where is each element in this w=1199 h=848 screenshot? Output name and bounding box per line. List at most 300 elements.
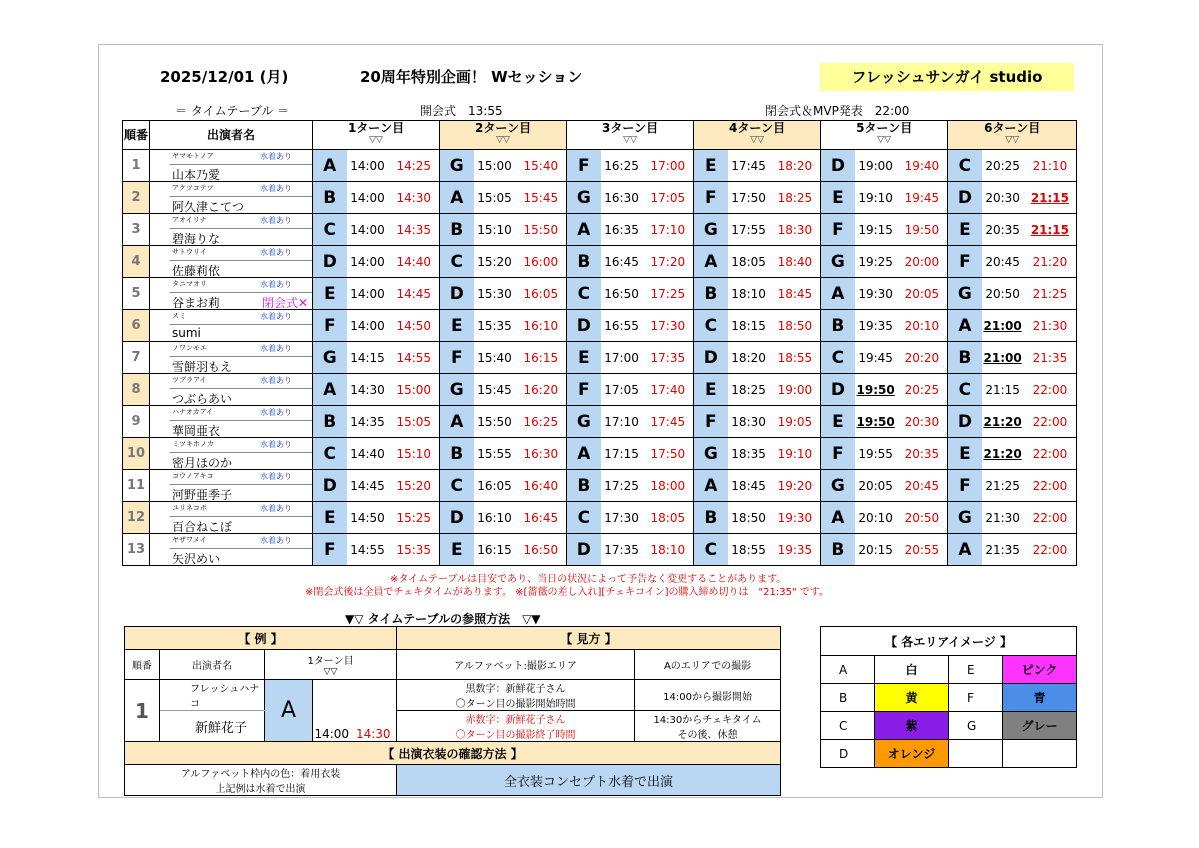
end-time-text: 19:35 — [777, 542, 813, 557]
timetable-header-row — [123, 121, 1077, 150]
table-row — [123, 278, 1077, 310]
area-letter: F — [948, 246, 982, 278]
end-time — [643, 374, 694, 406]
end-time — [1024, 438, 1077, 470]
area-swatch: 青 — [1003, 684, 1077, 712]
end-time — [389, 438, 440, 470]
start-time-text: 16:50 — [604, 286, 639, 301]
start-time — [601, 534, 643, 566]
performer-kana: ミツキホノカ — [172, 440, 214, 448]
area-letter: D — [440, 278, 474, 310]
end-time — [897, 214, 948, 246]
performer-name: 佐藤莉依 — [172, 264, 221, 278]
area-letter: D — [821, 374, 855, 406]
swimsuit-badge: 水着あり — [260, 280, 292, 289]
area-letter: B — [694, 502, 728, 534]
end-time — [643, 182, 694, 214]
end-time-text: 18:00 — [650, 478, 686, 493]
start-time — [601, 406, 643, 438]
area-letter: C — [313, 438, 347, 470]
area-letter: G — [821, 470, 855, 502]
area-letter: G — [948, 278, 982, 310]
end-time-text: 21:15 — [1030, 222, 1070, 237]
performer-cell — [150, 182, 313, 214]
end-time — [516, 182, 567, 214]
table-row — [123, 150, 1077, 182]
start-time-text: 19:30 — [858, 286, 893, 301]
row-number: 7 — [123, 342, 150, 374]
start-time-text: 16:25 — [604, 158, 639, 173]
swimsuit-badge: 水着あり — [260, 216, 292, 225]
performer-name: 谷まお莉 — [172, 296, 221, 310]
start-time — [855, 246, 897, 278]
end-time-text: 21:15 — [1030, 190, 1070, 205]
end-time — [897, 534, 948, 566]
performer-cell — [150, 310, 313, 342]
end-time-text: 21:25 — [1032, 286, 1068, 301]
end-time — [1024, 246, 1077, 278]
start-time — [855, 310, 897, 342]
ref-turn-header — [265, 650, 397, 680]
start-time-text: 16:30 — [604, 190, 639, 205]
example-header: 【 例 】 — [125, 627, 397, 650]
start-time-text: 17:45 — [731, 158, 766, 173]
start-time-text: 17:05 — [604, 382, 639, 397]
start-time — [728, 470, 770, 502]
performer-kana: ツブラアイ — [172, 376, 207, 384]
start-time — [728, 502, 770, 534]
end-time-text: 20:45 — [904, 478, 940, 493]
swimsuit-badge: 水着あり — [260, 440, 292, 449]
row-number: 8 — [123, 374, 150, 406]
start-time — [601, 438, 643, 470]
start-time — [474, 246, 516, 278]
area-letter: B — [440, 438, 474, 470]
area-empty — [1003, 740, 1077, 768]
start-time-text: 19:35 — [858, 318, 893, 333]
end-time — [643, 246, 694, 278]
note-line-1: ※タイムテーブルは目安であり、当日の状況によって予告なく変更することがあります。 — [390, 574, 787, 585]
start-time — [982, 502, 1024, 534]
area-letter: C — [821, 712, 875, 740]
row-number: 12 — [123, 502, 150, 534]
area-letter: G — [694, 438, 728, 470]
area-letter: E — [948, 438, 982, 470]
swimsuit-badge: 水着あり — [260, 152, 292, 161]
area-letter: D — [821, 150, 855, 182]
start-time — [601, 182, 643, 214]
start-time — [474, 470, 516, 502]
start-time — [982, 534, 1024, 566]
end-time — [1024, 374, 1077, 406]
area-swatch: グレー — [1003, 712, 1077, 740]
end-time — [389, 406, 440, 438]
area-letter: E — [313, 502, 347, 534]
start-time-text: 20:50 — [985, 286, 1020, 301]
name-divider — [170, 484, 312, 485]
start-time-text: 14:00 — [350, 318, 385, 333]
end-time — [770, 406, 821, 438]
end-time — [389, 214, 440, 246]
table-row — [123, 246, 1077, 278]
area-letter: E — [694, 374, 728, 406]
end-time-text: 20:20 — [904, 350, 940, 365]
area-letter: F — [313, 310, 347, 342]
end-time-text: 19:30 — [777, 510, 813, 525]
start-time-text: 19:10 — [858, 190, 893, 205]
start-time-text: 18:10 — [731, 286, 766, 301]
end-time — [516, 342, 567, 374]
end-time — [897, 374, 948, 406]
start-time-text: 19:15 — [858, 222, 893, 237]
start-time-text: 15:50 — [477, 414, 512, 429]
start-time — [855, 278, 897, 310]
ref-example-area: A — [265, 680, 313, 742]
start-time — [601, 150, 643, 182]
area-letter: B — [694, 278, 728, 310]
swimsuit-badge: 水着あり — [260, 472, 292, 481]
area-letter: C — [567, 278, 601, 310]
end-time — [770, 150, 821, 182]
red-example — [635, 711, 781, 742]
start-time — [982, 246, 1024, 278]
area-letter: F — [694, 182, 728, 214]
area-letter: G — [567, 182, 601, 214]
note-line-2: ※閉会式後は全員でチェキタイムがあります。 ※[薔薇の差し入れ][チェキコイン]の購入締め切りは "21:35" です。 — [305, 587, 829, 598]
start-time-text: 16:15 — [477, 542, 512, 557]
name-divider — [170, 260, 312, 261]
end-time-text: 18:30 — [777, 222, 813, 237]
area-swatch: 白 — [875, 656, 949, 684]
end-time-text: 16:15 — [523, 350, 559, 365]
area-letter: B — [567, 246, 601, 278]
col-order-header: 順番 — [123, 121, 150, 150]
start-time-text: 15:20 — [477, 254, 512, 269]
start-time — [728, 246, 770, 278]
area-letter: F — [949, 684, 1003, 712]
start-time-text: 16:35 — [604, 222, 639, 237]
end-time-text: 22:00 — [1032, 510, 1068, 525]
area-letter: C — [440, 246, 474, 278]
start-time — [982, 310, 1024, 342]
start-time-text: 19:25 — [858, 254, 893, 269]
area-letter: B — [313, 182, 347, 214]
start-time-text: 14:40 — [350, 446, 385, 461]
ref-example-kana: フレッシュハナコ — [160, 680, 265, 711]
end-time-text: 16:10 — [523, 318, 559, 333]
start-time-text: 18:05 — [731, 254, 766, 269]
end-time — [516, 310, 567, 342]
end-time — [897, 438, 948, 470]
area-letter: F — [567, 150, 601, 182]
end-time-text: 22:00 — [1032, 382, 1068, 397]
name-divider — [170, 228, 312, 229]
end-time — [897, 246, 948, 278]
start-time — [474, 182, 516, 214]
costume-desc-1: アルファベット枠内の色：着用衣装 — [180, 769, 341, 780]
end-time-text: 14:25 — [396, 158, 432, 173]
end-time-text: 17:45 — [650, 414, 686, 429]
start-time — [855, 214, 897, 246]
area-letter: A — [694, 470, 728, 502]
end-time-text: 14:55 — [396, 350, 432, 365]
end-time-text: 17:05 — [650, 190, 686, 205]
start-time-text: 20:25 — [985, 158, 1020, 173]
timetable-body — [123, 150, 1077, 566]
end-time — [643, 502, 694, 534]
end-time-text: 21:30 — [1032, 318, 1068, 333]
start-time-text: 14:55 — [350, 542, 385, 557]
start-time-text: 16:05 — [477, 478, 512, 493]
start-time — [982, 438, 1024, 470]
end-time — [389, 278, 440, 310]
table-row — [123, 214, 1077, 246]
area-swatch: 黄 — [875, 684, 949, 712]
start-time — [601, 470, 643, 502]
end-time — [1024, 182, 1077, 214]
end-time — [770, 278, 821, 310]
end-time-text: 19:05 — [777, 414, 813, 429]
performer-name: 碧海りな — [172, 232, 221, 246]
end-time-text: 22:00 — [1032, 542, 1068, 557]
performer-name: 華岡亜衣 — [172, 424, 221, 438]
area-letter: B — [821, 534, 855, 566]
area-letter: A — [948, 534, 982, 566]
end-time — [516, 374, 567, 406]
end-time — [643, 438, 694, 470]
start-time — [601, 342, 643, 374]
area-letter: G — [821, 246, 855, 278]
end-time-text: 15:35 — [396, 542, 432, 557]
black-desc-2: 〇ターン目の撮影開始時間 — [455, 699, 576, 710]
area-row — [821, 740, 1077, 768]
end-time-text: 14:40 — [396, 254, 432, 269]
name-divider — [170, 516, 312, 517]
area-letter: G — [440, 150, 474, 182]
area-letter: E — [694, 150, 728, 182]
row-number: 3 — [123, 214, 150, 246]
table-row — [123, 342, 1077, 374]
area-letter: D — [948, 406, 982, 438]
end-time-text: 20:50 — [904, 510, 940, 525]
end-time — [389, 470, 440, 502]
performer-name: 密月ほのか — [172, 456, 233, 470]
red-example-1: 14:30からチェキタイム — [653, 715, 762, 726]
start-time-text: 17:55 — [731, 222, 766, 237]
end-time-text: 15:40 — [523, 158, 559, 173]
turn-header-2: 2ターン目 ▽▽ — [440, 121, 567, 150]
alpha-desc: アルファベット:撮影エリア — [397, 650, 635, 680]
area-row — [821, 712, 1077, 740]
end-time — [770, 534, 821, 566]
start-time — [855, 182, 897, 214]
end-time-text: 17:00 — [650, 158, 686, 173]
end-time — [643, 214, 694, 246]
name-divider — [170, 196, 312, 197]
start-time-text: 18:20 — [731, 350, 766, 365]
performer-cell — [150, 502, 313, 534]
red-desc — [397, 711, 635, 742]
start-time-text: 15:35 — [477, 318, 512, 333]
area-letter: G — [949, 712, 1003, 740]
start-time-text: 20:45 — [985, 254, 1020, 269]
performer-cell — [150, 246, 313, 278]
end-time — [770, 502, 821, 534]
area-letter: F — [313, 534, 347, 566]
end-time-text: 18:25 — [777, 190, 813, 205]
area-letter: D — [567, 534, 601, 566]
start-time — [728, 278, 770, 310]
area-letter: G — [440, 374, 474, 406]
area-swatch: ピンク — [1003, 656, 1077, 684]
red-example-2: その後、休憩 — [677, 730, 738, 741]
row-number: 10 — [123, 438, 150, 470]
area-letter: B — [821, 310, 855, 342]
area-letter: E — [567, 342, 601, 374]
performer-kana: コウノアキコ — [172, 472, 214, 480]
area-letter: G — [567, 406, 601, 438]
end-time — [389, 150, 440, 182]
ref-example-no: 1 — [125, 680, 160, 742]
start-time — [474, 310, 516, 342]
performer-kana: ユリネコボ — [172, 504, 207, 512]
row-number: 6 — [123, 310, 150, 342]
area-letter: A — [313, 374, 347, 406]
ref-example-start: 14:00 — [313, 680, 351, 742]
end-time-text: 16:00 — [523, 254, 559, 269]
end-time — [770, 246, 821, 278]
end-time-text: 22:00 — [1032, 414, 1068, 429]
area-letter: G — [948, 502, 982, 534]
end-time — [389, 534, 440, 566]
start-time — [855, 438, 897, 470]
costume-desc-2: 上記例は水着で出演 — [215, 784, 306, 795]
end-time-text: 16:25 — [523, 414, 559, 429]
start-time — [728, 406, 770, 438]
area-letter: F — [948, 470, 982, 502]
end-time-text: 21:20 — [1032, 254, 1068, 269]
area-letter: G — [694, 214, 728, 246]
start-time-text: 18:30 — [731, 414, 766, 429]
name-divider — [170, 420, 312, 421]
end-time — [643, 310, 694, 342]
end-time — [643, 278, 694, 310]
start-time — [728, 310, 770, 342]
area-letter: E — [440, 310, 474, 342]
table-row — [123, 534, 1077, 566]
swimsuit-badge: 水着あり — [260, 344, 292, 353]
row-number: 5 — [123, 278, 150, 310]
start-time — [855, 406, 897, 438]
area-letter: B — [948, 342, 982, 374]
costume-desc — [125, 765, 397, 796]
area-letter: A — [948, 310, 982, 342]
start-time-text: 19:50 — [856, 414, 895, 429]
area-letter: E — [313, 278, 347, 310]
end-time — [770, 214, 821, 246]
swimsuit-badge: 水着あり — [260, 312, 292, 321]
start-time-text: 15:40 — [477, 350, 512, 365]
performer-name: 河野亜季子 — [172, 488, 233, 502]
performer-kana: アオイリナ — [172, 216, 207, 224]
end-time — [389, 246, 440, 278]
end-time-text: 20:35 — [904, 446, 940, 461]
area-title: 【 各エリアイメージ 】 — [821, 627, 1077, 656]
row-number: 1 — [123, 150, 150, 182]
start-time-text: 21:00 — [983, 350, 1022, 365]
area-letter: C — [821, 342, 855, 374]
area-letter: E — [949, 656, 1003, 684]
start-time-text: 17:00 — [604, 350, 639, 365]
end-time-text: 17:35 — [650, 350, 686, 365]
end-time-text: 14:30 — [396, 190, 432, 205]
end-time-text: 20:30 — [904, 414, 940, 429]
table-row — [123, 502, 1077, 534]
end-time-text: 14:50 — [396, 318, 432, 333]
swimsuit-badge: 水着あり — [260, 184, 292, 193]
end-time — [643, 534, 694, 566]
start-time-text: 14:15 — [350, 350, 385, 365]
start-time-text: 14:00 — [350, 158, 385, 173]
end-time — [1024, 214, 1077, 246]
start-time — [728, 438, 770, 470]
end-time-text: 17:20 — [650, 254, 686, 269]
table-row — [123, 438, 1077, 470]
end-time — [897, 470, 948, 502]
area-letter: C — [567, 502, 601, 534]
performer-kana: スミ — [172, 312, 186, 320]
name-divider — [170, 356, 312, 357]
start-time-text: 21:30 — [985, 510, 1020, 525]
start-time — [474, 502, 516, 534]
performer-cell — [150, 150, 313, 182]
name-divider — [170, 164, 312, 165]
area-letter: A — [567, 214, 601, 246]
swimsuit-badge: 水着あり — [260, 504, 292, 513]
area-letter: E — [440, 534, 474, 566]
turn-header-6: 6ターン目 ▽▽ — [948, 121, 1077, 150]
start-time-text: 17:50 — [731, 190, 766, 205]
area-letter: E — [821, 406, 855, 438]
end-time-text: 18:55 — [777, 350, 813, 365]
row-number: 11 — [123, 470, 150, 502]
start-time — [474, 342, 516, 374]
start-time — [347, 150, 389, 182]
start-time — [601, 214, 643, 246]
start-time-text: 15:45 — [477, 382, 512, 397]
start-time — [474, 406, 516, 438]
start-time — [728, 150, 770, 182]
start-time-text: 15:30 — [477, 286, 512, 301]
start-time — [601, 374, 643, 406]
area-letter: D — [313, 246, 347, 278]
end-time-text: 15:20 — [396, 478, 432, 493]
performer-name: 百合ねこぼ — [172, 520, 233, 534]
performer-cell — [150, 278, 313, 310]
start-time-text: 20:35 — [985, 222, 1020, 237]
end-time — [516, 534, 567, 566]
end-time — [516, 470, 567, 502]
start-time-text: 18:55 — [731, 542, 766, 557]
start-time — [982, 406, 1024, 438]
area-letter: C — [948, 374, 982, 406]
end-time — [1024, 406, 1077, 438]
end-time-text: 16:30 — [523, 446, 559, 461]
end-time-text: 21:10 — [1032, 158, 1068, 173]
end-time-text: 22:00 — [1032, 478, 1068, 493]
view-header: 【 見方 】 — [397, 627, 781, 650]
start-time-text: 21:25 — [985, 478, 1020, 493]
